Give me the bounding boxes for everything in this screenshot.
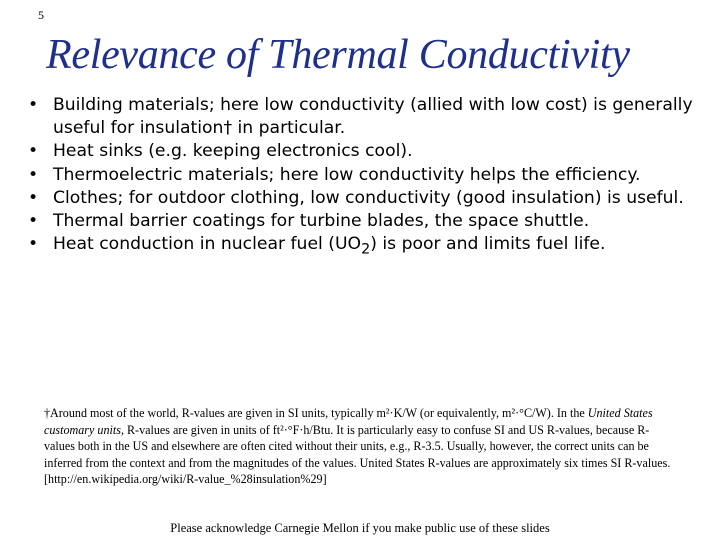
bullet-dot-icon: • xyxy=(28,234,39,255)
footnote-part-1: †Around most of the world, R-values are given in SI units, typically m²·K/W (or equivalently, m²·°C/W). In the xyxy=(44,406,588,420)
bullet-list xyxy=(28,94,700,262)
bullet-dot-icon: • xyxy=(28,211,39,232)
footnote-part-2: , R-values are given in units of ft²·°F·h/Btu. It is particularly easy to confuse SI and US R-values, because R-values both in the US and elsewhere are often cited without their units, e.g., R-3.5. Usually, however, the correct units can be inferred from the context and from the magnitudes of the values. United States R-values are approximately six times SI R-values. [http://en.wikipedia.org/wiki/R-value_%28insulation%29] xyxy=(44,422,671,487)
slide-number: 5 xyxy=(38,8,44,22)
bullet-item-thermal-barrier xyxy=(28,210,700,233)
bullet-text: Thermal barrier coatings for turbine blades, the space shuttle. xyxy=(53,211,590,232)
subscript-two: 2 xyxy=(361,241,371,258)
bullet-dot-icon: • xyxy=(28,95,39,115)
bullet-text xyxy=(53,234,606,258)
footnote-italic-term: United States customary units xyxy=(44,406,653,437)
bullet-text: Clothes; for outdoor clothing, low conductivity (good insulation) is useful. xyxy=(53,187,684,208)
bullet-item-clothes xyxy=(28,187,700,210)
bullet-text: Building materials; here low conductivity (allied with low cost) is generally useful for insulation† in particular. xyxy=(53,95,693,139)
bullet-text: Heat sinks (e.g. keeping electronics cool). xyxy=(53,141,413,162)
bullet-dot-icon: • xyxy=(28,187,39,208)
bullet-dot-icon: • xyxy=(28,141,39,162)
acknowledgement: Please acknowledge Carnegie Mellon if you make public use of these slides xyxy=(170,521,550,535)
slide-title: Relevance of Thermal Conductivity xyxy=(46,32,630,78)
bullet-item-heat-sinks xyxy=(28,140,700,163)
bullet-item-thermoelectric xyxy=(28,164,700,187)
bullet-text-pre: Heat conduction in nuclear fuel (UO xyxy=(53,234,362,255)
bullet-dot-icon: • xyxy=(28,164,39,185)
bullet-text: Thermoelectric materials; here low conductivity helps the efficiency. xyxy=(53,164,641,185)
bullet-text-post: ) is poor and limits fuel life. xyxy=(370,234,606,255)
bullet-item-building-materials xyxy=(28,94,700,140)
footnote xyxy=(44,405,674,488)
bullet-item-nuclear-fuel xyxy=(28,233,700,262)
